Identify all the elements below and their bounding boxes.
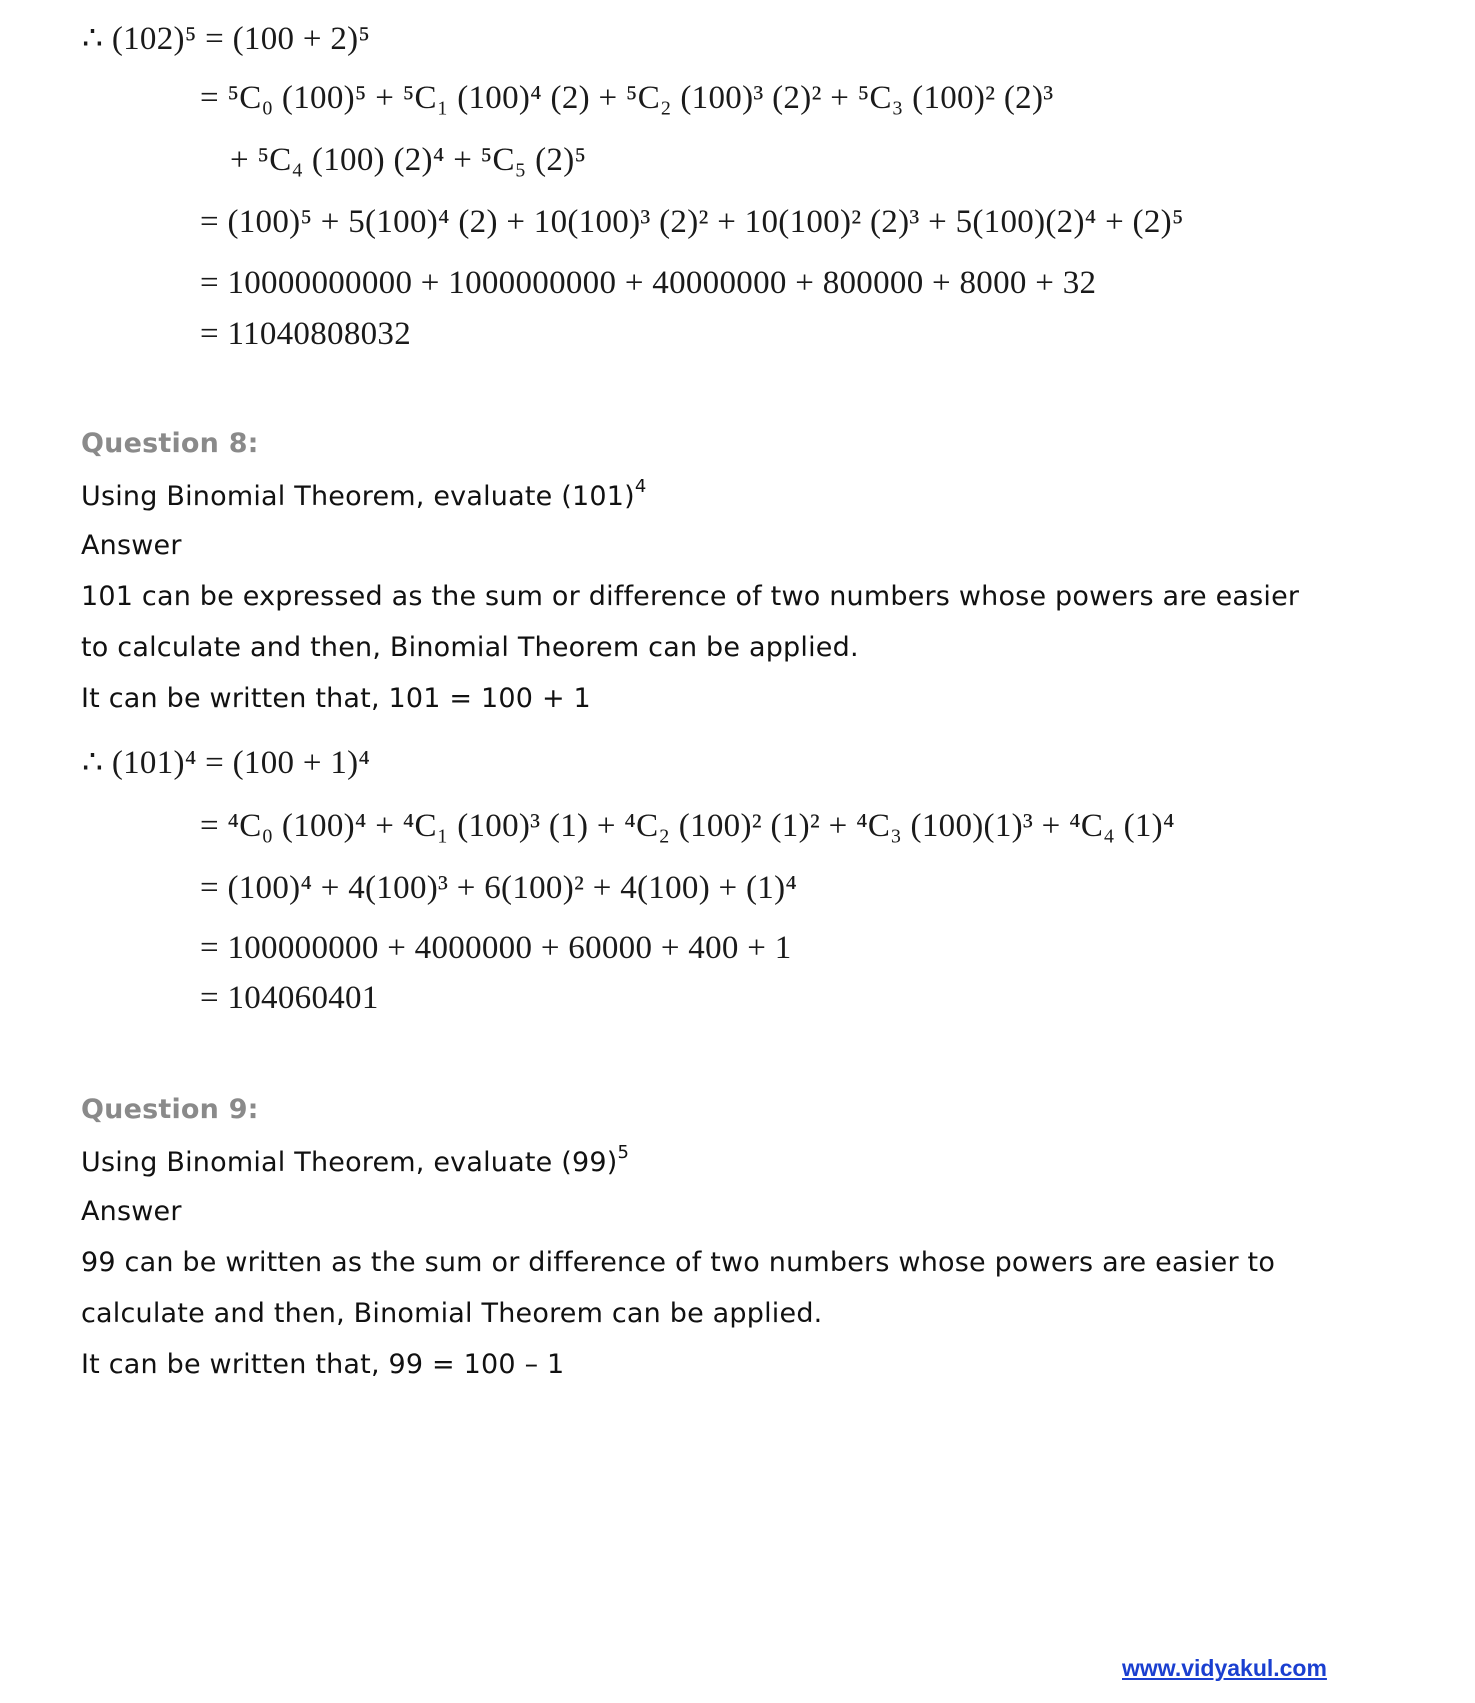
q7-work-line-2: = ⁵C₀ (100)⁵ + ⁵C₁ (100)⁴ (2) + ⁵C₂ (100)³ (2)² + ⁵C₃ (100)² (2)³ — [200, 80, 1054, 116]
question-8-paragraph-1: 101 can be expressed as the sum or difference of two numbers whose powers are easier — [81, 581, 1300, 612]
question-8-paragraph-3: It can be written that, 101 = 100 + 1 — [81, 683, 591, 714]
question-8-heading: Question 8: — [81, 428, 259, 459]
question-8-prompt-exponent: 4 — [634, 476, 647, 497]
q7-work-line-6: = 11040808032 — [200, 316, 412, 352]
question-9-paragraph-3: It can be written that, 99 = 100 – 1 — [81, 1349, 565, 1380]
question-9-prompt-exponent: 5 — [617, 1142, 630, 1163]
q7-work-line-5: = 10000000000 + 1000000000 + 40000000 + 800000 + 8000 + 32 — [200, 265, 1097, 301]
q8-work-line-1: ∴ (101)⁴ = (100 + 1)⁴ — [82, 745, 371, 781]
question-8-prompt — [81, 476, 647, 512]
question-9-answer-label: Answer — [81, 1196, 182, 1227]
question-9-prompt-text: Using Binomial Theorem, evaluate (99) — [81, 1147, 618, 1178]
q7-work-line-3: + ⁵C₄ (100) (2)⁴ + ⁵C₅ (2)⁵ — [230, 142, 587, 178]
q8-work-line-2: = ⁴C₀ (100)⁴ + ⁴C₁ (100)³ (1) + ⁴C₂ (100)² (1)² + ⁴C₃ (100)(1)³ + ⁴C₄ (1)⁴ — [200, 808, 1175, 844]
question-9-paragraph-1: 99 can be written as the sum or difference of two numbers whose powers are easier to — [81, 1247, 1276, 1278]
q8-work-line-5: = 104060401 — [200, 980, 379, 1016]
footer-website-link[interactable]: www.vidyakul.com — [1122, 1655, 1327, 1681]
question-8-prompt-text: Using Binomial Theorem, evaluate (101) — [81, 481, 635, 512]
question-8-answer-label: Answer — [81, 530, 182, 561]
question-9-heading: Question 9: — [81, 1094, 259, 1125]
q7-work-line-4: = (100)⁵ + 5(100)⁴ (2) + 10(100)³ (2)² + 10(100)² (2)³ + 5(100)(2)⁴ + (2)⁵ — [200, 204, 1184, 240]
question-9-prompt — [81, 1142, 630, 1178]
question-9-paragraph-2: calculate and then, Binomial Theorem can be applied. — [81, 1298, 823, 1329]
q7-work-line-1: ∴ (102)⁵ = (100 + 2)⁵ — [82, 21, 371, 57]
q8-work-line-4: = 100000000 + 4000000 + 60000 + 400 + 1 — [200, 930, 792, 966]
q8-work-line-3: = (100)⁴ + 4(100)³ + 6(100)² + 4(100) + (1)⁴ — [200, 870, 798, 906]
question-8-paragraph-2: to calculate and then, Binomial Theorem can be applied. — [81, 632, 859, 663]
